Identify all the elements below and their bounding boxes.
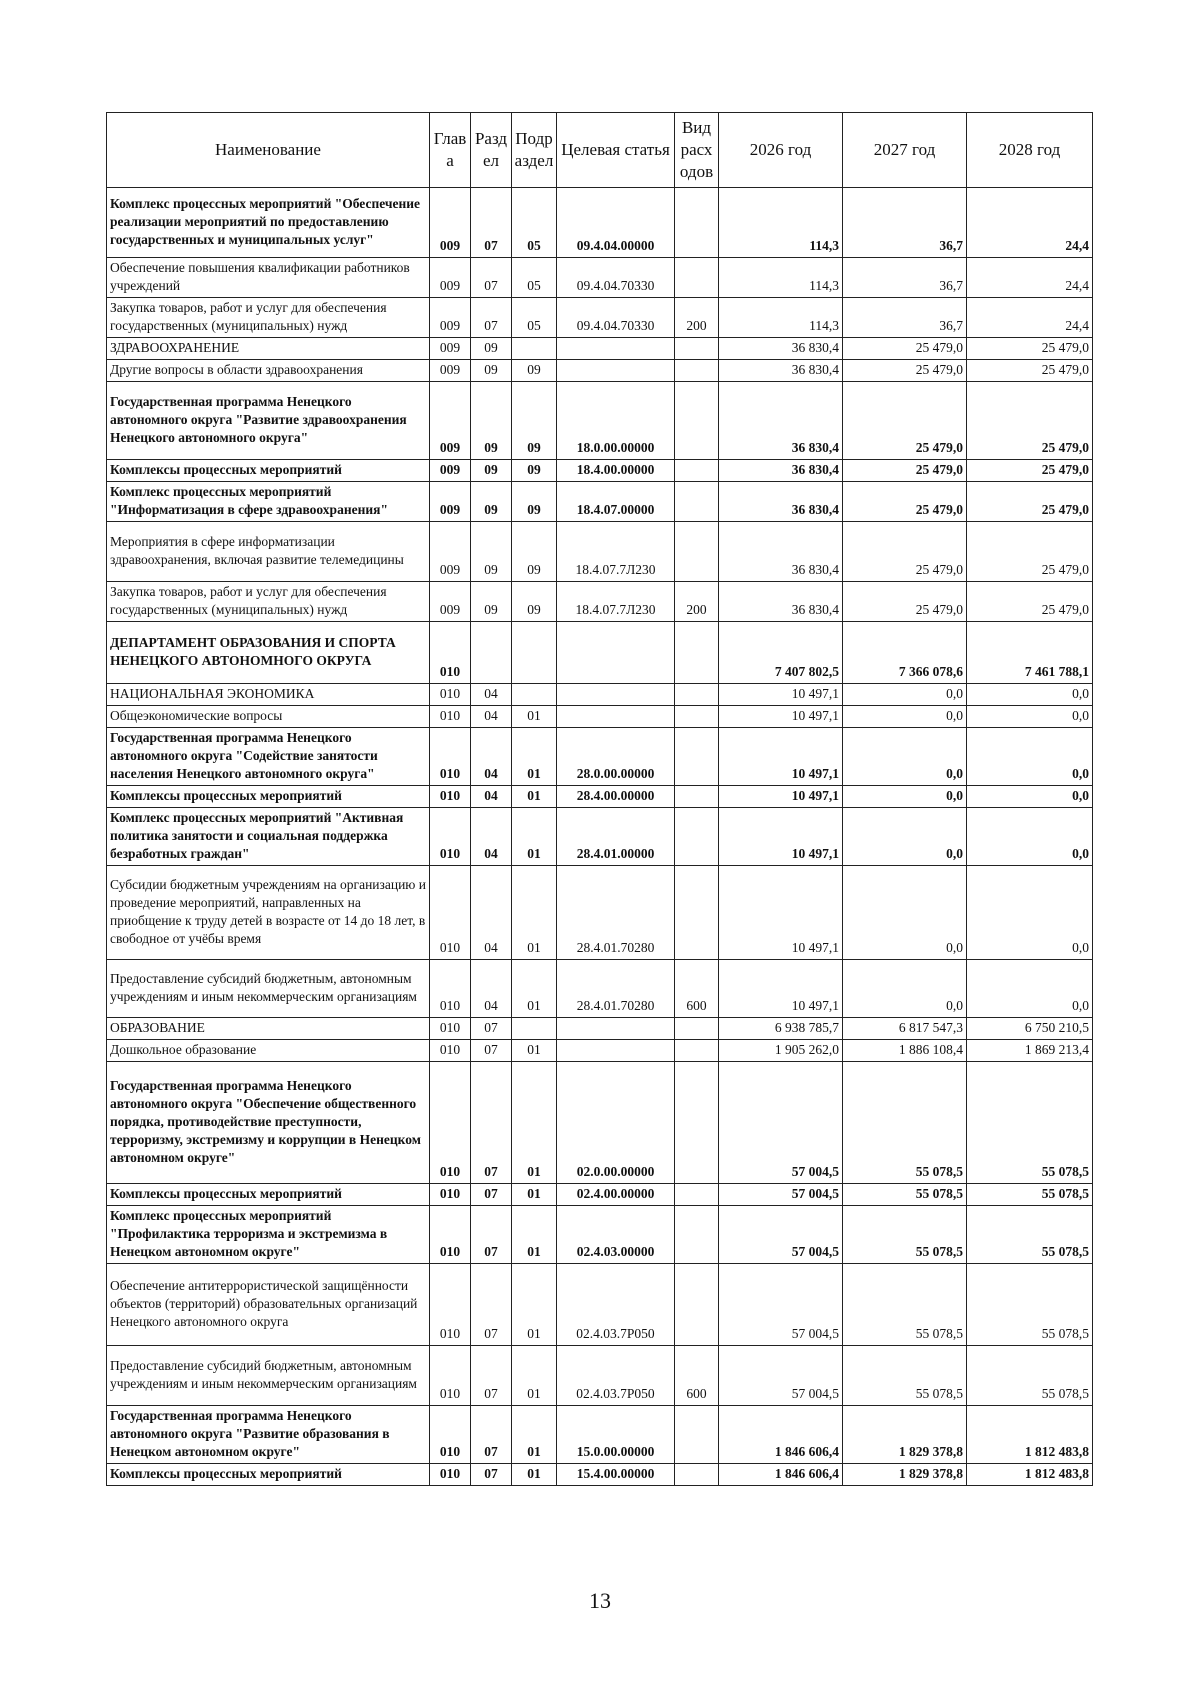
table-row	[107, 1464, 1093, 1486]
cell-name: Государственная программа Ненецкого автономного округа "Развитие образования в Ненецком автономном округе"	[107, 1406, 430, 1464]
cell-podrazdel: 05	[512, 258, 557, 298]
cell-name: Закупка товаров, работ и услуг для обеспечения государственных (муниципальных) нужд	[107, 298, 430, 338]
cell-target	[557, 360, 675, 382]
cell-podrazdel: 01	[512, 1264, 557, 1346]
cell-y2028: 55 078,5	[967, 1062, 1093, 1184]
cell-y2028: 25 479,0	[967, 582, 1093, 622]
cell-y2026: 7 407 802,5	[719, 622, 843, 684]
cell-y2026: 10 497,1	[719, 808, 843, 866]
cell-y2028: 24,4	[967, 258, 1093, 298]
cell-glava: 010	[430, 1464, 471, 1486]
cell-vid	[675, 1206, 719, 1264]
table-row	[107, 1406, 1093, 1464]
cell-podrazdel	[512, 1018, 557, 1040]
cell-razdel: 09	[471, 582, 512, 622]
cell-razdel: 09	[471, 460, 512, 482]
cell-vid: 600	[675, 1346, 719, 1406]
cell-target: 28.4.01.00000	[557, 808, 675, 866]
cell-podrazdel: 01	[512, 1184, 557, 1206]
cell-target: 18.0.00.00000	[557, 382, 675, 460]
table-row	[107, 1062, 1093, 1184]
cell-razdel: 04	[471, 706, 512, 728]
cell-podrazdel: 05	[512, 298, 557, 338]
cell-y2026: 36 830,4	[719, 360, 843, 382]
cell-y2027: 0,0	[843, 684, 967, 706]
cell-razdel: 09	[471, 522, 512, 582]
cell-y2027: 25 479,0	[843, 460, 967, 482]
cell-razdel: 07	[471, 1062, 512, 1184]
cell-podrazdel: 01	[512, 866, 557, 960]
cell-y2027: 25 479,0	[843, 582, 967, 622]
cell-target: 15.4.00.00000	[557, 1464, 675, 1486]
header-target: Целевая статья	[557, 113, 675, 188]
cell-razdel: 07	[471, 1346, 512, 1406]
cell-name: Комплексы процессных мероприятий	[107, 1184, 430, 1206]
cell-y2028: 1 869 213,4	[967, 1040, 1093, 1062]
cell-y2027: 0,0	[843, 728, 967, 786]
cell-y2028: 25 479,0	[967, 482, 1093, 522]
cell-y2028: 1 812 483,8	[967, 1406, 1093, 1464]
cell-glava: 009	[430, 360, 471, 382]
cell-y2028: 25 479,0	[967, 382, 1093, 460]
cell-target: 09.4.04.00000	[557, 188, 675, 258]
header-2027: 2027 год	[843, 113, 967, 188]
table-row	[107, 684, 1093, 706]
cell-y2026: 36 830,4	[719, 338, 843, 360]
cell-y2026: 1 846 606,4	[719, 1464, 843, 1486]
cell-vid	[675, 622, 719, 684]
cell-razdel: 07	[471, 1040, 512, 1062]
cell-y2028: 0,0	[967, 960, 1093, 1018]
cell-target: 18.4.07.7Л230	[557, 522, 675, 582]
cell-podrazdel: 09	[512, 522, 557, 582]
cell-glava: 010	[430, 1206, 471, 1264]
cell-glava: 010	[430, 786, 471, 808]
cell-vid	[675, 1018, 719, 1040]
cell-name: Предоставление субсидий бюджетным, автономным учреждениям и иным некоммерческим организациям	[107, 960, 430, 1018]
cell-name: Государственная программа Ненецкого автономного округа "Развитие здравоохранения Ненецкого автономного округа"	[107, 382, 430, 460]
table-row	[107, 258, 1093, 298]
cell-y2026: 10 497,1	[719, 728, 843, 786]
cell-y2026: 36 830,4	[719, 382, 843, 460]
cell-y2026: 36 830,4	[719, 582, 843, 622]
cell-podrazdel: 09	[512, 582, 557, 622]
cell-glava: 010	[430, 1040, 471, 1062]
cell-name: Обеспечение повышения квалификации работников учреждений	[107, 258, 430, 298]
cell-razdel: 04	[471, 866, 512, 960]
table-row	[107, 706, 1093, 728]
cell-y2027: 25 479,0	[843, 482, 967, 522]
cell-y2027: 1 829 378,8	[843, 1464, 967, 1486]
cell-podrazdel: 09	[512, 460, 557, 482]
cell-y2026: 10 497,1	[719, 960, 843, 1018]
cell-y2026: 57 004,5	[719, 1184, 843, 1206]
cell-y2027: 25 479,0	[843, 360, 967, 382]
cell-target: 18.4.07.00000	[557, 482, 675, 522]
cell-podrazdel: 09	[512, 482, 557, 522]
cell-y2027: 7 366 078,6	[843, 622, 967, 684]
cell-razdel: 07	[471, 1406, 512, 1464]
cell-vid	[675, 1464, 719, 1486]
cell-razdel: 07	[471, 298, 512, 338]
table-body	[107, 188, 1093, 1486]
cell-glava: 010	[430, 1184, 471, 1206]
cell-vid	[675, 338, 719, 360]
table-row	[107, 338, 1093, 360]
cell-y2026: 114,3	[719, 258, 843, 298]
table-row	[107, 1184, 1093, 1206]
table-row	[107, 1206, 1093, 1264]
cell-name: Комплекс процессных мероприятий "Профилактика терроризма и экстремизма в Ненецком автономном округе"	[107, 1206, 430, 1264]
cell-podrazdel: 01	[512, 1040, 557, 1062]
cell-target: 28.4.00.00000	[557, 786, 675, 808]
cell-podrazdel	[512, 684, 557, 706]
cell-y2028: 25 479,0	[967, 460, 1093, 482]
cell-vid	[675, 1406, 719, 1464]
cell-name: Комплексы процессных мероприятий	[107, 786, 430, 808]
cell-y2028: 6 750 210,5	[967, 1018, 1093, 1040]
cell-y2027: 55 078,5	[843, 1062, 967, 1184]
cell-vid	[675, 258, 719, 298]
cell-y2028: 0,0	[967, 808, 1093, 866]
cell-target: 28.4.01.70280	[557, 866, 675, 960]
table-row	[107, 460, 1093, 482]
cell-vid	[675, 786, 719, 808]
cell-razdel: 04	[471, 808, 512, 866]
cell-y2026: 1 846 606,4	[719, 1406, 843, 1464]
cell-target: 02.0.00.00000	[557, 1062, 675, 1184]
cell-y2027: 36,7	[843, 188, 967, 258]
header-2026: 2026 год	[719, 113, 843, 188]
cell-name: Предоставление субсидий бюджетным, автономным учреждениям и иным некоммерческим организациям	[107, 1346, 430, 1406]
cell-y2026: 57 004,5	[719, 1062, 843, 1184]
cell-y2028: 0,0	[967, 728, 1093, 786]
cell-y2027: 55 078,5	[843, 1346, 967, 1406]
cell-razdel: 09	[471, 382, 512, 460]
cell-y2028: 0,0	[967, 866, 1093, 960]
cell-name: Другие вопросы в области здравоохранения	[107, 360, 430, 382]
cell-glava: 010	[430, 1062, 471, 1184]
cell-name: НАЦИОНАЛЬНАЯ ЭКОНОМИКА	[107, 684, 430, 706]
cell-razdel: 07	[471, 1184, 512, 1206]
cell-y2026: 114,3	[719, 188, 843, 258]
cell-vid	[675, 866, 719, 960]
cell-target: 02.4.03.7Р050	[557, 1264, 675, 1346]
cell-y2026: 1 905 262,0	[719, 1040, 843, 1062]
cell-podrazdel: 01	[512, 728, 557, 786]
cell-y2028: 0,0	[967, 786, 1093, 808]
cell-y2028: 55 078,5	[967, 1264, 1093, 1346]
table-row	[107, 728, 1093, 786]
header-row	[107, 113, 1093, 188]
cell-glava: 010	[430, 960, 471, 1018]
cell-y2026: 10 497,1	[719, 684, 843, 706]
cell-y2028: 24,4	[967, 188, 1093, 258]
cell-vid	[675, 360, 719, 382]
cell-name: ЗДРАВООХРАНЕНИЕ	[107, 338, 430, 360]
cell-y2026: 6 938 785,7	[719, 1018, 843, 1040]
cell-podrazdel: 05	[512, 188, 557, 258]
cell-target: 15.0.00.00000	[557, 1406, 675, 1464]
cell-razdel: 04	[471, 728, 512, 786]
cell-y2027: 0,0	[843, 866, 967, 960]
cell-y2027: 36,7	[843, 298, 967, 338]
cell-y2027: 55 078,5	[843, 1184, 967, 1206]
cell-y2026: 57 004,5	[719, 1346, 843, 1406]
cell-vid	[675, 1264, 719, 1346]
cell-y2028: 1 812 483,8	[967, 1464, 1093, 1486]
table-row	[107, 1264, 1093, 1346]
cell-y2028: 55 078,5	[967, 1206, 1093, 1264]
cell-y2027: 36,7	[843, 258, 967, 298]
cell-name: Комплекс процессных мероприятий "Активная политика занятости и социальная поддержка безработных граждан"	[107, 808, 430, 866]
table-row	[107, 298, 1093, 338]
cell-target: 28.0.00.00000	[557, 728, 675, 786]
cell-glava: 009	[430, 460, 471, 482]
cell-target: 09.4.04.70330	[557, 298, 675, 338]
cell-podrazdel: 01	[512, 1206, 557, 1264]
cell-name: Комплексы процессных мероприятий	[107, 1464, 430, 1486]
cell-y2026: 36 830,4	[719, 522, 843, 582]
cell-glava: 009	[430, 298, 471, 338]
cell-glava: 009	[430, 582, 471, 622]
cell-name: Дошкольное образование	[107, 1040, 430, 1062]
cell-target	[557, 338, 675, 360]
cell-glava: 010	[430, 728, 471, 786]
cell-y2027: 25 479,0	[843, 522, 967, 582]
header-glava: Глав а	[430, 113, 471, 188]
cell-y2026: 57 004,5	[719, 1264, 843, 1346]
cell-y2026: 57 004,5	[719, 1206, 843, 1264]
cell-y2026: 10 497,1	[719, 706, 843, 728]
cell-podrazdel: 01	[512, 1062, 557, 1184]
cell-vid	[675, 1184, 719, 1206]
cell-glava: 010	[430, 808, 471, 866]
cell-razdel: 07	[471, 1018, 512, 1040]
cell-name: Общеэкономические вопросы	[107, 706, 430, 728]
table-row	[107, 522, 1093, 582]
cell-name: Закупка товаров, работ и услуг для обеспечения государственных (муниципальных) нужд	[107, 582, 430, 622]
cell-razdel: 09	[471, 338, 512, 360]
table-row	[107, 482, 1093, 522]
page-number: 13	[589, 1588, 611, 1613]
cell-razdel: 04	[471, 960, 512, 1018]
cell-target	[557, 622, 675, 684]
cell-name: Комплекс процессных мероприятий "Информатизация в сфере здравоохранения"	[107, 482, 430, 522]
cell-vid	[675, 382, 719, 460]
cell-y2027: 0,0	[843, 706, 967, 728]
cell-y2028: 0,0	[967, 684, 1093, 706]
cell-vid	[675, 1040, 719, 1062]
cell-glava: 010	[430, 1406, 471, 1464]
header-name: Наименование	[107, 113, 430, 188]
cell-y2028: 0,0	[967, 706, 1093, 728]
table-row	[107, 866, 1093, 960]
cell-y2028: 55 078,5	[967, 1184, 1093, 1206]
cell-vid	[675, 188, 719, 258]
table-row	[107, 786, 1093, 808]
cell-target: 09.4.04.70330	[557, 258, 675, 298]
cell-target: 02.4.03.7Р050	[557, 1346, 675, 1406]
cell-target	[557, 684, 675, 706]
cell-glava: 010	[430, 1346, 471, 1406]
cell-razdel: 07	[471, 188, 512, 258]
cell-y2027: 25 479,0	[843, 338, 967, 360]
cell-vid	[675, 706, 719, 728]
table-row	[107, 1346, 1093, 1406]
cell-vid: 600	[675, 960, 719, 1018]
cell-y2028: 24,4	[967, 298, 1093, 338]
cell-razdel: 07	[471, 1264, 512, 1346]
cell-name: ОБРАЗОВАНИЕ	[107, 1018, 430, 1040]
cell-razdel: 09	[471, 482, 512, 522]
table-row	[107, 382, 1093, 460]
cell-vid	[675, 808, 719, 866]
cell-y2028: 55 078,5	[967, 1346, 1093, 1406]
cell-target: 02.4.03.00000	[557, 1206, 675, 1264]
cell-y2027: 25 479,0	[843, 382, 967, 460]
cell-target	[557, 706, 675, 728]
cell-razdel	[471, 622, 512, 684]
cell-target	[557, 1040, 675, 1062]
cell-y2028: 25 479,0	[967, 338, 1093, 360]
cell-target: 18.4.07.7Л230	[557, 582, 675, 622]
cell-podrazdel: 01	[512, 1406, 557, 1464]
cell-y2026: 36 830,4	[719, 482, 843, 522]
table-row	[107, 582, 1093, 622]
cell-glava: 009	[430, 188, 471, 258]
cell-glava: 009	[430, 482, 471, 522]
cell-y2027: 1 886 108,4	[843, 1040, 967, 1062]
cell-name: ДЕПАРТАМЕНТ ОБРАЗОВАНИЯ И СПОРТА НЕНЕЦКОГО АВТОНОМНОГО ОКРУГА	[107, 622, 430, 684]
cell-podrazdel	[512, 338, 557, 360]
cell-y2028: 25 479,0	[967, 360, 1093, 382]
cell-name: Комплексы процессных мероприятий	[107, 460, 430, 482]
cell-glava: 010	[430, 1018, 471, 1040]
cell-vid	[675, 728, 719, 786]
cell-glava: 010	[430, 622, 471, 684]
cell-podrazdel: 09	[512, 382, 557, 460]
cell-glava: 009	[430, 522, 471, 582]
cell-y2026: 114,3	[719, 298, 843, 338]
cell-vid	[675, 684, 719, 706]
cell-y2027: 0,0	[843, 808, 967, 866]
cell-vid: 200	[675, 298, 719, 338]
table-row	[107, 808, 1093, 866]
table-row	[107, 622, 1093, 684]
cell-y2028: 7 461 788,1	[967, 622, 1093, 684]
cell-target: 02.4.00.00000	[557, 1184, 675, 1206]
cell-razdel: 07	[471, 1206, 512, 1264]
cell-target	[557, 1018, 675, 1040]
cell-vid	[675, 460, 719, 482]
header-podrazdel: Подр аздел	[512, 113, 557, 188]
cell-podrazdel: 01	[512, 1346, 557, 1406]
cell-glava: 010	[430, 684, 471, 706]
cell-glava: 010	[430, 706, 471, 728]
budget-table	[106, 112, 1093, 1486]
cell-glava: 009	[430, 258, 471, 298]
cell-vid	[675, 482, 719, 522]
cell-razdel: 04	[471, 684, 512, 706]
cell-target: 28.4.01.70280	[557, 960, 675, 1018]
table-row	[107, 1040, 1093, 1062]
cell-target: 18.4.00.00000	[557, 460, 675, 482]
cell-y2027: 0,0	[843, 960, 967, 1018]
cell-razdel: 07	[471, 258, 512, 298]
cell-y2028: 25 479,0	[967, 522, 1093, 582]
cell-name: Государственная программа Ненецкого автономного округа "Содействие занятости населения Ненецкого автономного округа"	[107, 728, 430, 786]
cell-vid	[675, 1062, 719, 1184]
cell-name: Субсидии бюджетным учреждениям на организацию и проведение мероприятий, направленных на приобщение к труду детей в возрасте от 14 до 18 лет, в свободное от учёбы время	[107, 866, 430, 960]
table-row	[107, 360, 1093, 382]
cell-y2027: 1 829 378,8	[843, 1406, 967, 1464]
cell-glava: 010	[430, 1264, 471, 1346]
cell-podrazdel: 01	[512, 1464, 557, 1486]
table-row	[107, 960, 1093, 1018]
header-2028: 2028 год	[967, 113, 1093, 188]
cell-razdel: 04	[471, 786, 512, 808]
header-razdel: Разд ел	[471, 113, 512, 188]
cell-glava: 010	[430, 866, 471, 960]
cell-name: Комплекс процессных мероприятий "Обеспечение реализации мероприятий по предоставлению государственных и муниципальных услуг"	[107, 188, 430, 258]
cell-razdel: 09	[471, 360, 512, 382]
cell-vid: 200	[675, 582, 719, 622]
cell-y2026: 10 497,1	[719, 866, 843, 960]
cell-glava: 009	[430, 338, 471, 360]
cell-vid	[675, 522, 719, 582]
cell-name: Государственная программа Ненецкого автономного округа "Обеспечение общественного порядка, противодействие преступности, терроризму, экстремизму и коррупции в Ненецком автономном округе"	[107, 1062, 430, 1184]
cell-y2027: 0,0	[843, 786, 967, 808]
cell-name: Обеспечение антитеррористической защищённости объектов (территорий) образовательных организаций Ненецкого автономного округа	[107, 1264, 430, 1346]
cell-y2027: 55 078,5	[843, 1206, 967, 1264]
cell-podrazdel: 01	[512, 786, 557, 808]
table-row	[107, 1018, 1093, 1040]
cell-y2026: 36 830,4	[719, 460, 843, 482]
cell-y2026: 10 497,1	[719, 786, 843, 808]
cell-podrazdel: 01	[512, 706, 557, 728]
cell-podrazdel	[512, 622, 557, 684]
table-row	[107, 188, 1093, 258]
cell-razdel: 07	[471, 1464, 512, 1486]
header-vid: Вид расх одов	[675, 113, 719, 188]
cell-y2027: 6 817 547,3	[843, 1018, 967, 1040]
cell-podrazdel: 01	[512, 960, 557, 1018]
cell-podrazdel: 09	[512, 360, 557, 382]
cell-y2027: 55 078,5	[843, 1264, 967, 1346]
cell-glava: 009	[430, 382, 471, 460]
cell-name: Мероприятия в сфере информатизации здравоохранения, включая развитие телемедицины	[107, 522, 430, 582]
cell-podrazdel: 01	[512, 808, 557, 866]
